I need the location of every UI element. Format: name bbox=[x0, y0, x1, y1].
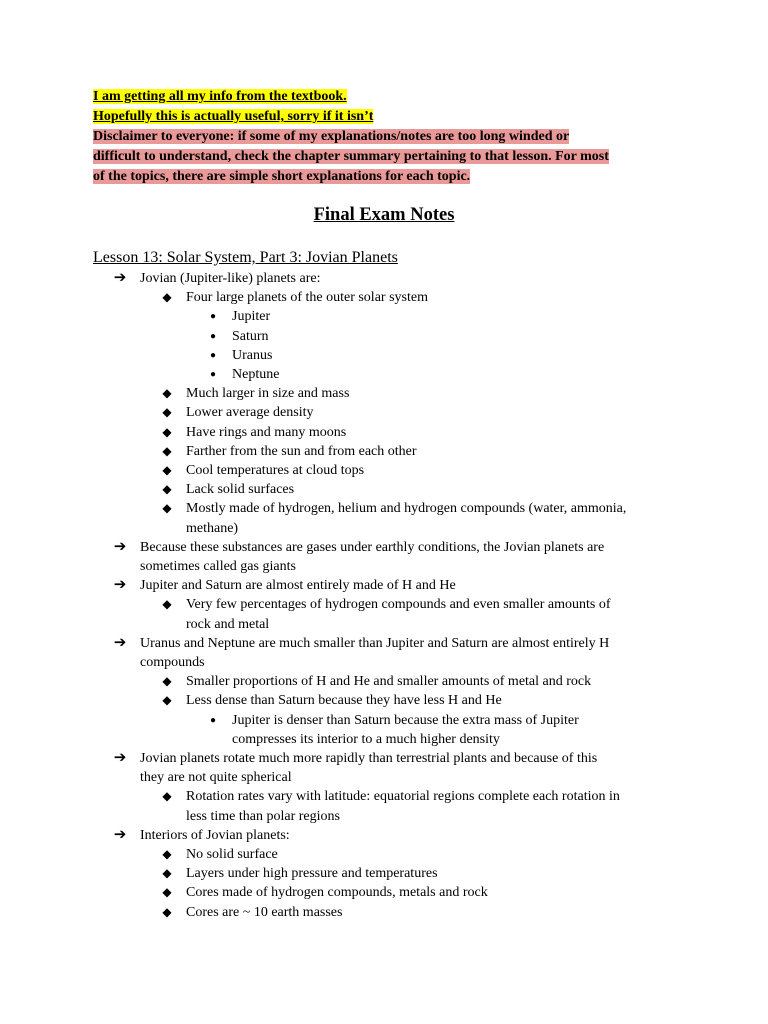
list-item-line: methane) bbox=[186, 520, 239, 536]
list-item-line: compresses its interior to a much higher density bbox=[232, 731, 500, 747]
list-item-line: Smaller proportions of H and He and smaller amounts of metal and rock bbox=[186, 674, 592, 690]
list-item-text bbox=[186, 787, 681, 825]
list-item-line: Jupiter is denser than Saturn because the extra mass of Jupiter bbox=[232, 712, 579, 728]
lesson-heading: Lesson 13: Solar System, Part 3: Jovian Planets bbox=[93, 249, 398, 266]
list-item-line: rock and metal bbox=[186, 616, 270, 632]
list-item-line: Much larger in size and mass bbox=[186, 386, 350, 402]
diamond-bullet-icon: ◆ bbox=[162, 405, 172, 420]
list-item-line: Saturn bbox=[232, 328, 269, 344]
dot-bullet-icon: ● bbox=[209, 330, 217, 342]
list-item-line: Four large planets of the outer solar system bbox=[186, 290, 428, 306]
author-notice bbox=[93, 87, 683, 187]
list-item bbox=[0, 864, 768, 883]
list-item-line: Farther from the sun and from each other bbox=[186, 443, 417, 459]
list-item-text bbox=[186, 883, 681, 902]
disclaimer-line-3: of the topics, there are simple short explanations for each topic. bbox=[93, 169, 471, 184]
list-item-line: they are not quite spherical bbox=[140, 770, 292, 786]
list-item bbox=[0, 384, 768, 403]
disclaimer-line-2: difficult to understand, check the chapter summary pertaining to that lesson. For most bbox=[93, 149, 609, 164]
arrow-bullet-icon: ➔ bbox=[113, 538, 127, 555]
page-title: Final Exam Notes bbox=[313, 205, 455, 225]
diamond-bullet-icon: ◆ bbox=[162, 693, 172, 708]
list-item-text bbox=[140, 538, 665, 576]
list-item-text bbox=[232, 307, 682, 326]
list-item bbox=[0, 327, 768, 346]
list-item-text bbox=[186, 384, 681, 403]
list-item-line: Because these substances are gases under earthly conditions, the Jovian planets are bbox=[140, 539, 605, 555]
list-item-line: Uranus bbox=[232, 347, 273, 363]
list-item bbox=[0, 403, 768, 422]
diamond-bullet-icon: ◆ bbox=[162, 290, 172, 305]
list-item-line: Layers under high pressure and temperatures bbox=[186, 866, 438, 882]
notice-line-useful: Hopefully this is actually useful, sorry if it isn’t bbox=[93, 109, 374, 124]
list-item-line: Neptune bbox=[232, 367, 280, 382]
list-item-text bbox=[186, 845, 681, 864]
dot-bullet-icon: ● bbox=[209, 369, 217, 380]
list-item-text bbox=[140, 634, 665, 672]
arrow-bullet-icon: ➔ bbox=[113, 577, 127, 594]
list-item-line: Very few percentages of hydrogen compounds and even smaller amounts of bbox=[186, 597, 611, 613]
list-item-line: Jovian planets rotate much more rapidly than terrestrial plants and because of this bbox=[140, 751, 598, 766]
list-item-line: Uranus and Neptune are much smaller than Jupiter and Saturn are almost entirely H bbox=[140, 635, 610, 651]
list-item bbox=[0, 307, 768, 326]
diamond-bullet-icon: ◆ bbox=[162, 904, 172, 919]
list-item bbox=[0, 365, 768, 384]
list-item-line: sometimes called gas giants bbox=[140, 558, 296, 574]
list-item bbox=[0, 634, 768, 672]
diamond-bullet-icon: ◆ bbox=[162, 482, 172, 497]
list-item-line: Lower average density bbox=[186, 405, 314, 421]
dot-bullet-icon: ● bbox=[209, 311, 217, 323]
diamond-bullet-icon: ◆ bbox=[162, 789, 172, 804]
list-item-line: No solid surface bbox=[186, 847, 278, 862]
list-item bbox=[0, 826, 768, 845]
list-item bbox=[0, 749, 768, 787]
list-item bbox=[0, 903, 768, 922]
list-item-text bbox=[140, 826, 665, 845]
list-item-text bbox=[186, 461, 681, 480]
list-item bbox=[0, 883, 768, 902]
list-item-text bbox=[186, 864, 681, 883]
list-item bbox=[0, 787, 768, 825]
notice-line-textbook: I am getting all my info from the textbook. bbox=[93, 89, 347, 104]
list-item-text bbox=[186, 288, 681, 307]
list-item-line: less time than polar regions bbox=[186, 808, 340, 824]
list-item-line: Jupiter bbox=[232, 309, 271, 325]
list-item bbox=[0, 845, 768, 864]
diamond-bullet-icon: ◆ bbox=[162, 674, 172, 689]
list-item-text bbox=[140, 749, 665, 787]
dot-bullet-icon: ● bbox=[209, 714, 217, 726]
list-item bbox=[0, 346, 768, 365]
arrow-bullet-icon: ➔ bbox=[113, 270, 127, 286]
list-item-line: compounds bbox=[140, 654, 205, 670]
list-item bbox=[0, 288, 768, 307]
list-item bbox=[0, 423, 768, 442]
arrow-bullet-icon: ➔ bbox=[113, 750, 127, 766]
diamond-bullet-icon: ◆ bbox=[162, 424, 172, 439]
list-item bbox=[0, 711, 768, 749]
list-item-text bbox=[232, 365, 682, 384]
list-item-line: Jovian (Jupiter-like) planets are: bbox=[140, 271, 321, 286]
list-item-text bbox=[186, 499, 681, 537]
list-item bbox=[0, 576, 768, 595]
list-item bbox=[0, 538, 768, 576]
list-item bbox=[0, 691, 768, 710]
list-item-text bbox=[186, 903, 681, 922]
list-item-text bbox=[232, 711, 682, 749]
diamond-bullet-icon: ◆ bbox=[162, 463, 172, 477]
list-item bbox=[0, 480, 768, 499]
list-item-text bbox=[186, 403, 681, 422]
list-item-text bbox=[140, 576, 665, 595]
list-item-text bbox=[140, 269, 665, 288]
diamond-bullet-icon: ◆ bbox=[162, 847, 172, 861]
list-item bbox=[0, 595, 768, 633]
list-item-line: Mostly made of hydrogen, helium and hydrogen compounds (water, ammonia, bbox=[186, 501, 627, 517]
diamond-bullet-icon: ◆ bbox=[162, 866, 172, 881]
list-item bbox=[0, 461, 768, 480]
list-item-text bbox=[232, 327, 682, 346]
list-item-line: Interiors of Jovian planets: bbox=[140, 827, 290, 843]
list-item-line: Cool temperatures at cloud tops bbox=[186, 463, 365, 478]
arrow-bullet-icon: ➔ bbox=[113, 826, 127, 843]
list-item bbox=[0, 499, 768, 537]
arrow-bullet-icon: ➔ bbox=[113, 634, 127, 651]
list-item-line: Lack solid surfaces bbox=[186, 482, 295, 498]
diamond-bullet-icon: ◆ bbox=[162, 386, 172, 401]
diamond-bullet-icon: ◆ bbox=[162, 885, 172, 900]
list-item-line: Less dense than Saturn because they have less H and He bbox=[186, 693, 502, 709]
list-item bbox=[0, 269, 768, 288]
list-item-line: Cores are ~ 10 earth masses bbox=[186, 904, 343, 920]
list-item bbox=[0, 442, 768, 461]
list-item-text bbox=[186, 691, 681, 710]
list-item-text bbox=[186, 423, 681, 442]
list-item-text bbox=[186, 442, 681, 461]
diamond-bullet-icon: ◆ bbox=[162, 501, 172, 516]
diamond-bullet-icon: ◆ bbox=[162, 443, 172, 458]
diamond-bullet-icon: ◆ bbox=[162, 597, 172, 612]
disclaimer-line-1: Disclaimer to everyone: if some of my explanations/notes are too long winded or bbox=[93, 129, 570, 144]
list-item-line: Cores made of hydrogen compounds, metals and rock bbox=[186, 885, 488, 901]
list-item-text bbox=[232, 346, 682, 365]
list-item-line: Have rings and many moons bbox=[186, 424, 347, 440]
dot-bullet-icon: ● bbox=[209, 349, 217, 361]
list-item bbox=[0, 672, 768, 691]
list-item-text bbox=[186, 595, 681, 633]
list-item-text bbox=[186, 672, 681, 691]
list-item-text bbox=[186, 480, 681, 499]
list-item-line: Jupiter and Saturn are almost entirely made of H and He bbox=[140, 578, 456, 594]
list-item-line: Rotation rates vary with latitude: equatorial regions complete each rotation in bbox=[186, 789, 620, 805]
